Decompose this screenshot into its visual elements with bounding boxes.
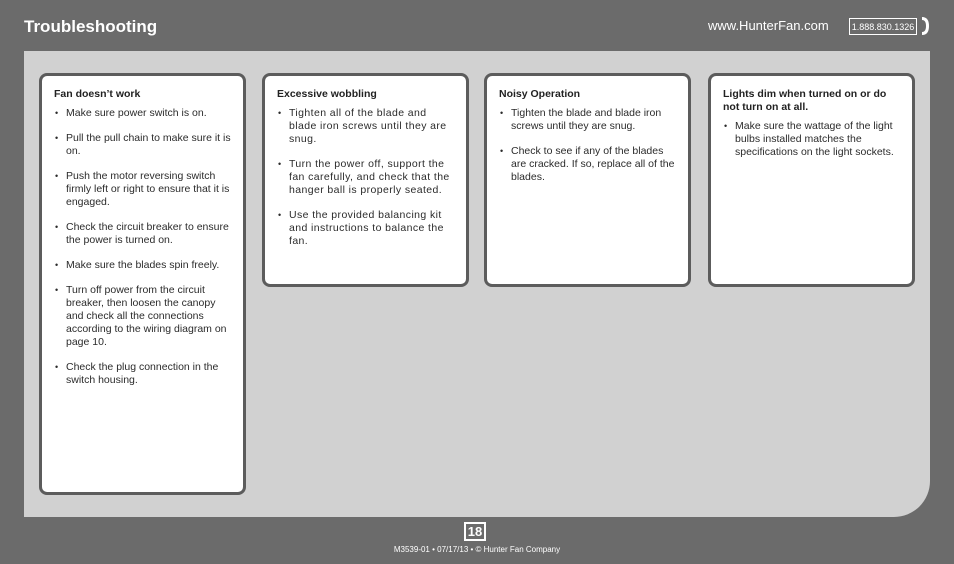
item-list [54, 107, 233, 387]
phone-handset-icon [920, 16, 930, 36]
card-title: Fan doesn’t work [54, 88, 141, 100]
card-title: Excessive wobbling [277, 88, 377, 100]
website-link[interactable]: www.HunterFan.com [708, 18, 829, 33]
list-item: • Make sure the wattage of the light bulbs installed matches the specifications on the light sockets. [723, 120, 902, 159]
list-item: • Make sure the blades spin freely. [54, 259, 233, 272]
list-item: • Check the plug connection in the switch housing. [54, 361, 233, 387]
page-title: Troubleshooting [24, 17, 158, 36]
card-noisy-operation [484, 73, 691, 287]
card-lights-dim [708, 73, 915, 287]
list-item: • Use the provided balancing kit and instructions to balance the fan. [277, 209, 456, 248]
list-item: • Turn the power off, support the fan carefully, and check that the hanger ball is properly seated. [277, 158, 456, 197]
list-item: • Turn off power from the circuit breaker, then loosen the canopy and check all the connections according to the wiring diagram on page 10. [54, 284, 233, 349]
footer-doc-info: M3539-01 • 07/17/13 • © Hunter Fan Company [393, 545, 561, 554]
list-item: • Tighten all of the blade and blade iron screws until they are snug. [277, 107, 456, 146]
item-list [499, 107, 678, 184]
card-title: Noisy Operation [499, 88, 581, 100]
card-fan-doesnt-work [39, 73, 246, 495]
phone-number: 1.888.830.1326 [849, 18, 917, 35]
list-item: • Check the circuit breaker to ensure the power is turned on. [54, 221, 233, 247]
troubleshooting-panel [24, 51, 930, 517]
page-number: 18 [464, 522, 486, 541]
list-item: • Tighten the blade and blade iron screws until they are snug. [499, 107, 678, 133]
item-list [277, 107, 456, 248]
list-item: • Make sure power switch is on. [54, 107, 233, 120]
card-excessive-wobbling [262, 73, 469, 287]
item-list [723, 120, 902, 159]
list-item: • Check to see if any of the blades are cracked. If so, replace all of the blades. [499, 145, 678, 184]
card-title: Lights dim when turned on or do not turn on at all. [723, 88, 887, 113]
list-item: • Push the motor reversing switch firmly left or right to ensure that it is engaged. [54, 170, 233, 209]
list-item: • Pull the pull chain to make sure it is on. [54, 132, 233, 158]
